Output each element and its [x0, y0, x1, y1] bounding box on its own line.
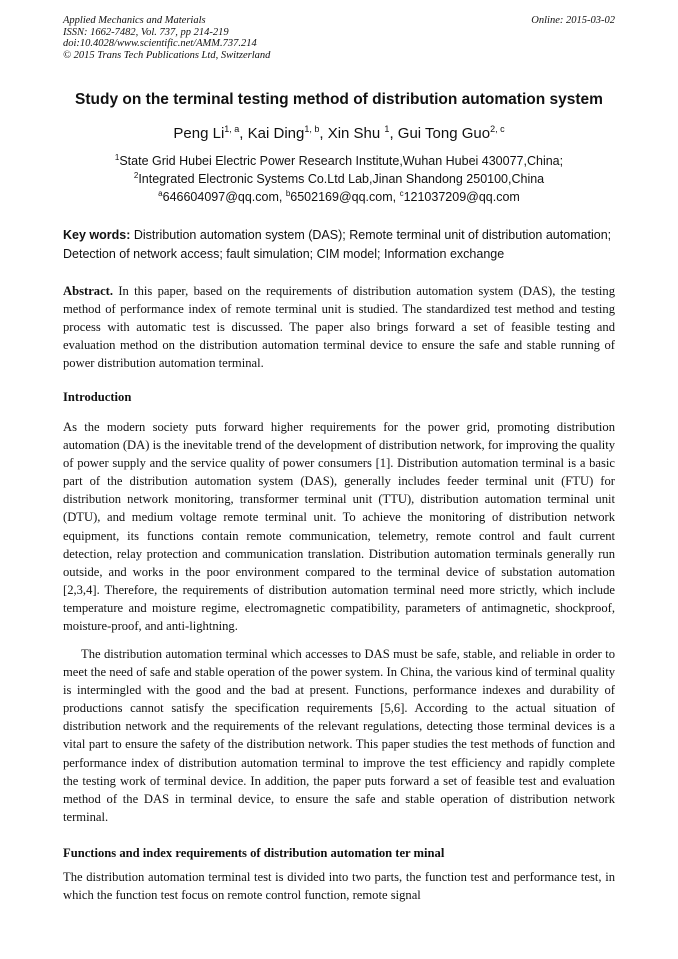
author-sup: 2, c: [490, 124, 505, 134]
email-text: 121037209@qq.com: [403, 190, 520, 205]
introduction-heading: Introduction: [63, 390, 132, 404]
keywords-label: Key words:: [63, 228, 131, 242]
copyright-line: © 2015 Trans Tech Publications Ltd, Switzerland: [63, 49, 271, 61]
affiliation-1: [40, 153, 638, 168]
author-name: Gui Tong Guo: [397, 125, 491, 142]
affiliation-sup: 2: [133, 171, 139, 180]
email-sup: c: [399, 189, 404, 198]
email-sup: b: [285, 189, 291, 198]
paper-title: Study on the terminal testing method of distribution automation system: [75, 91, 603, 108]
journal-name: Applied Mechanics and Materials: [63, 15, 206, 26]
affiliation-sup: 1: [114, 153, 120, 162]
email-text: 646604097@qq.com,: [162, 190, 286, 205]
introduction-paragraph-1: As the modern society puts forward higher requirements for the power grid, promoting distribution automation (DA) is the inevitable trend of the development of distribution network, for improving the quality of power supply and the service quality of power consumers [1]. Distribution automation terminal is a basic part of the distribution automation system (DAS), generally includes feeder terminal unit (FTU) for distribution network monitoring, transformer terminal unit (TTU), distribution automation terminal unit (DTU), and medium voltage remote terminal unit. To achieve the monitoring of distribution network equipment, its functions contain remote communication, telemetry, remote control and fault current detection, relay protection and communication translation. Distribution automation terminals generally run outside, and works in the poor environment compared to the terminal device of substation automation [2,3,4]. Therefore, the requirements of distribution automation terminal need more strictly, which include temperature and moisture regime, electromagnetic compatibility, parameters of antimagnetic, shockproof, moisture-proof, and anti-lightning.: [63, 420, 615, 634]
author-name: Xin Shu: [327, 125, 381, 142]
email-sup: a: [158, 189, 163, 198]
issn-line: ISSN: 1662-7482, Vol. 737, pp 214-219: [63, 26, 229, 38]
keywords: [63, 226, 615, 264]
online-date: Online: 2015-03-02: [531, 15, 615, 26]
doi-line: doi:10.4028/www.scientific.net/AMM.737.214: [63, 38, 257, 49]
author-name: Kai Ding: [247, 125, 305, 142]
affiliation-2: [40, 171, 638, 186]
functions-heading: Functions and index requirements of distribution automation ter minal: [63, 846, 445, 860]
abstract-text: In this paper, based on the requirements of distribution automation system (DAS), the testing method of performance index of remote terminal unit is studied. The standardized test method and testing process with automatic test is discussed. The paper also brings forward a set of feasible testing and evaluation method on the distribution automation terminal device to ensure the safe and stable running of power distribution automation terminal.: [63, 284, 615, 371]
affiliation-text: State Grid Hubei Electric Power Research Institute,Wuhan Hubei 430077,China;: [119, 154, 564, 169]
abstract: [63, 282, 615, 372]
introduction-paragraph-2: The distribution automation terminal which accesses to DAS must be safe, stable, and reliable in order to meet the need of safe and stable operation of the power system. In China, the various kind of terminal quality is intermingled with the good and the bad at present. Functions, performance indexes and durability of productions cannot satisfy the specification requirements [5,6]. According to the actual situation of distribution network and the requirements of the relevant regulations, detecting those terminal devices is a vital part to ensure the safety of the distribution network. This paper studies the test methods of function and performance index of distribution automation terminal to improve the test efficiency and rapidly complete the testing work of terminal device. In addition, the paper puts forward a set of feasible test and evaluation method of the DAS in terminal device, to ensure the safe and stable operation of distribution network terminal.: [63, 647, 615, 824]
affiliation-text: Integrated Electronic Systems Co.Ltd Lab,Jinan Shandong 250100,China: [138, 172, 545, 187]
author-emails: [40, 189, 638, 204]
keywords-text: Distribution automation system (DAS); Remote terminal unit of distribution automation; Detection of network access; fault simulation; CIM model; Information exchange: [63, 228, 612, 261]
author-sup: 1, b: [304, 124, 320, 134]
email-text: 6502169@qq.com,: [290, 190, 400, 205]
author-name: Peng Li: [173, 125, 225, 142]
abstract-label: Abstract.: [63, 284, 114, 298]
journal-header: [63, 15, 270, 61]
functions-paragraph-1: The distribution automation terminal test is divided into two parts, the function test and performance test, in which the function test focus on remote control function, remote signal: [63, 870, 615, 903]
author-line: Peng Li$^{1, a}$, Kai Ding$^{1, b}$, Xin Shu $^1$, Gui Tong Guo$^{2, c}$: [173, 124, 505, 142]
author-sup: 1, a: [224, 124, 240, 134]
author-sup: 1: [384, 124, 390, 134]
